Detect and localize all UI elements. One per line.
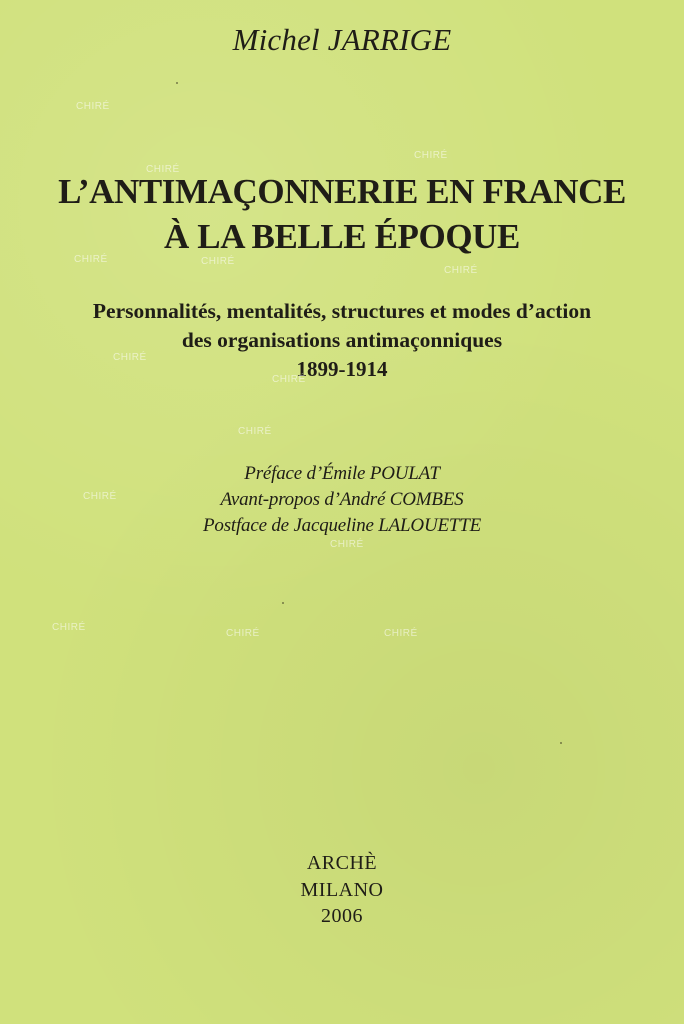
publisher-name: ARCHÈ xyxy=(306,852,378,874)
contributors xyxy=(0,461,684,540)
title-line-2: À LA BELLE ÉPOQUE xyxy=(164,216,520,256)
watermark: CHIRÉ xyxy=(74,254,108,265)
watermark: CHIRÉ xyxy=(444,265,478,276)
watermark: CHIRÉ xyxy=(76,101,110,112)
subtitle-line-2: des organisations antimaçonniques xyxy=(181,328,503,353)
watermark: CHIRÉ xyxy=(414,150,448,161)
subtitle-years: 1899-1914 xyxy=(296,357,388,382)
watermark: CHIRÉ xyxy=(384,628,418,639)
watermark: CHIRÉ xyxy=(272,374,306,385)
watermark: CHIRÉ xyxy=(238,426,272,437)
book-subtitle xyxy=(0,297,684,384)
watermark: CHIRÉ xyxy=(113,352,147,363)
publisher-city: MILANO xyxy=(300,878,384,901)
title-line-1: L’ANTIMAÇONNERIE EN FRANCE xyxy=(58,172,626,211)
print-speck xyxy=(176,82,178,84)
publisher-block xyxy=(0,850,684,930)
watermark: CHIRÉ xyxy=(146,164,180,175)
watermark: CHIRÉ xyxy=(226,628,260,639)
afterword-credit: Postface de Jacqueline LALOUETTE xyxy=(202,515,482,537)
publication-year: 2006 xyxy=(321,905,363,928)
watermark: CHIRÉ xyxy=(83,491,117,502)
watermark: CHIRÉ xyxy=(330,539,364,550)
watermark: CHIRÉ xyxy=(52,622,86,633)
foreword-credit: Avant-propos d’André COMBES xyxy=(220,489,464,511)
book-title xyxy=(0,170,684,260)
print-speck xyxy=(560,742,562,744)
subtitle-line-1: Personnalités, mentalités, structures et modes d’action xyxy=(92,299,592,323)
watermark: CHIRÉ xyxy=(201,256,235,267)
author-name: Michel JARRIGE xyxy=(232,22,452,57)
preface-credit: Préface d’Émile POULAT xyxy=(244,463,440,484)
print-speck xyxy=(282,602,284,604)
